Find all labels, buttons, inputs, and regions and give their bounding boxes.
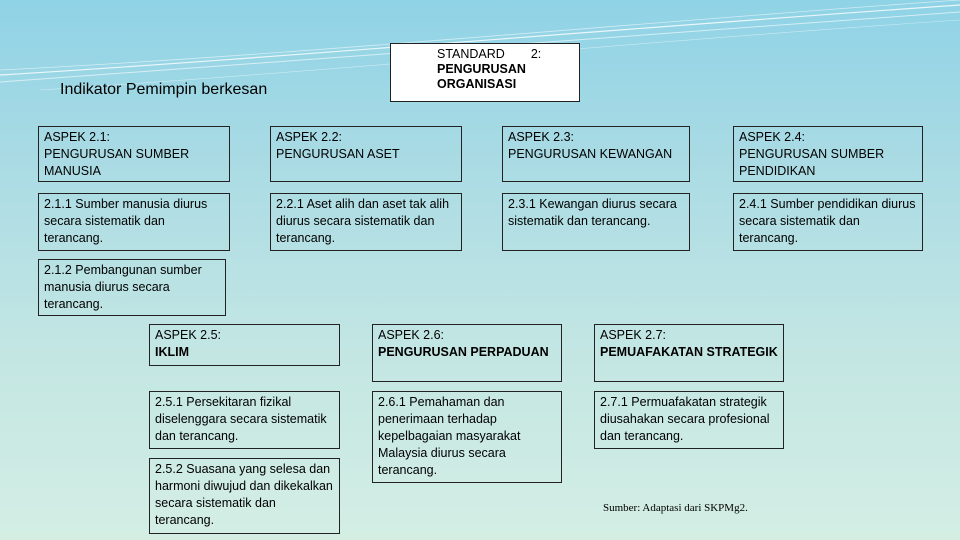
aspect-2-1-header (38, 126, 230, 182)
aspect-code: ASPEK 2.3: (508, 130, 575, 144)
aspect-2-7-header (594, 324, 784, 382)
indicator-2-7-1: 2.7.1 Permuafakatan strategik diusahakan secara profesional dan terancang. (594, 391, 784, 449)
source-note: Sumber: Adaptasi dari SKPMg2. (603, 502, 748, 514)
indicator-2-2-1: 2.2.1 Aset alih dan aset tak alih diurus secara sistematik dan terancang. (270, 193, 462, 251)
aspect-name: PENGURUSAN PERPADUAN (378, 345, 549, 359)
standard-label: STANDARD (437, 47, 505, 61)
standard-line2: PENGURUSAN (437, 62, 526, 76)
aspect-name: PEMUAFAKATAN STRATEGIK (600, 345, 778, 359)
indicator-2-1-1: 2.1.1 Sumber manusia diurus secara sistematik dan terancang. (38, 193, 230, 251)
aspect-2-4-header (733, 126, 923, 182)
indicator-2-5-1: 2.5.1 Persekitaran fizikal diselenggara secara sistematik dan terancang. (149, 391, 340, 449)
standard-line3: ORGANISASI (437, 77, 517, 91)
aspect-2-6-header (372, 324, 562, 382)
aspect-code: ASPEK 2.5: (155, 328, 222, 342)
aspect-code: ASPEK 2.4: (739, 130, 806, 144)
aspect-name: PENGURUSAN SUMBER MANUSIA (44, 147, 190, 178)
indicator-2-4-1: 2.4.1 Sumber pendidikan diurus secara sistematik dan terancang. (733, 193, 923, 251)
aspect-name: IKLIM (155, 345, 190, 359)
aspect-2-3-header (502, 126, 690, 182)
aspect-2-5-header (149, 324, 340, 366)
indicator-2-5-2: 2.5.2 Suasana yang selesa dan harmoni diwujud dan dikekalkan secara sistematik dan terancang. (149, 458, 340, 534)
page-title: Indikator Pemimpin berkesan (60, 81, 268, 98)
aspect-code: ASPEK 2.7: (600, 328, 667, 342)
aspect-code: ASPEK 2.1: (44, 130, 111, 144)
aspect-code: ASPEK 2.2: (276, 130, 343, 144)
aspect-code: ASPEK 2.6: (378, 328, 445, 342)
indicator-2-6-1: 2.6.1 Pemahaman dan penerimaan terhadap kepelbagaian masyarakat Malaysia diurus secara terancang. (372, 391, 562, 483)
standard-box (390, 43, 580, 102)
indicator-2-1-2: 2.1.2 Pembangunan sumber manusia diurus secara terancang. (38, 259, 226, 316)
aspect-name: PENGURUSAN ASET (276, 147, 400, 161)
aspect-name: PENGURUSAN SUMBER PENDIDIKAN (739, 147, 885, 178)
aspect-name: PENGURUSAN KEWANGAN (508, 147, 673, 161)
aspect-2-2-header (270, 126, 462, 182)
indicator-2-3-1: 2.3.1 Kewangan diurus secara sistematik dan terancang. (502, 193, 690, 251)
standard-number: 2: (530, 47, 542, 61)
